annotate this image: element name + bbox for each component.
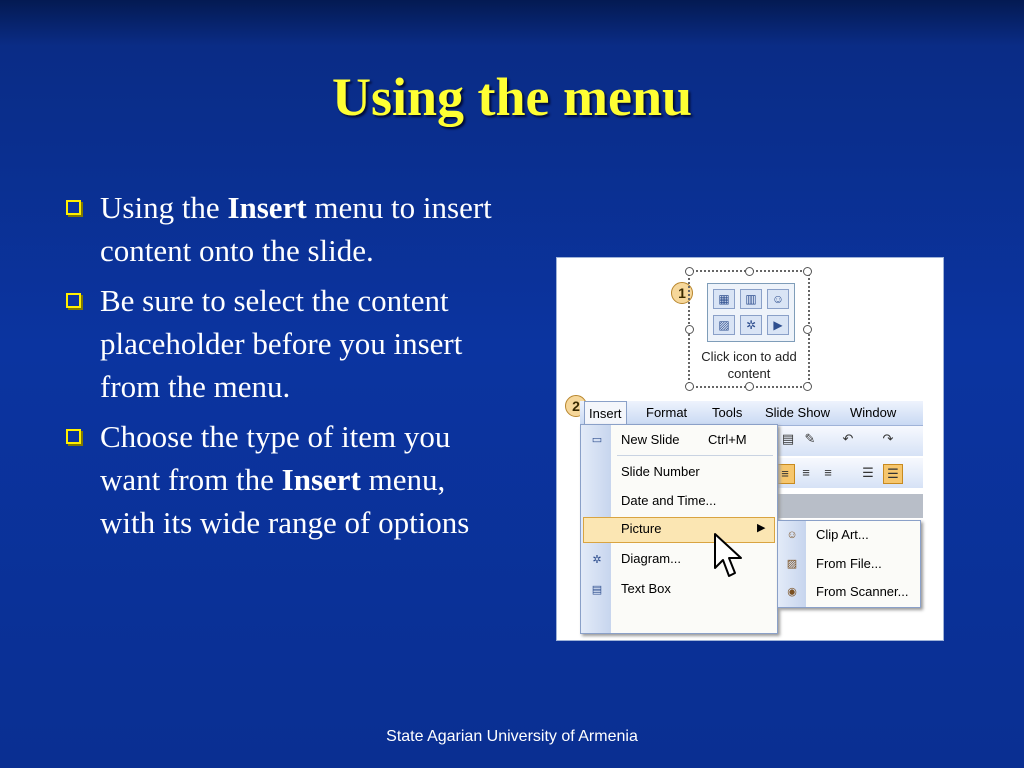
text-box-icon: ▤	[591, 584, 603, 596]
menu-insert[interactable]: Insert	[584, 401, 627, 426]
resize-handle[interactable]	[685, 267, 694, 276]
bullet-item	[62, 279, 502, 408]
menu-item-diagram[interactable]: Diagram...	[621, 551, 681, 566]
content-icon-palette	[707, 283, 795, 342]
resize-handle[interactable]	[685, 325, 694, 334]
media-icon[interactable]: ▶	[767, 315, 789, 335]
checkbox-bullet-icon	[66, 293, 81, 308]
resize-handle[interactable]	[745, 382, 754, 391]
diagram-icon: ✲	[592, 554, 602, 566]
redo-icon[interactable]: ↷	[882, 431, 894, 446]
scanner-icon: ◉	[787, 586, 797, 598]
from-file-icon: ▨	[786, 558, 798, 570]
resize-handle[interactable]	[685, 382, 694, 391]
clipart-icon[interactable]: ☺	[767, 289, 789, 309]
placeholder-text: Click icon to add content	[701, 349, 797, 381]
bullet-item	[62, 186, 502, 272]
toolbar	[775, 426, 923, 456]
menu-bar	[580, 401, 923, 426]
paste-icon[interactable]: ▤	[781, 431, 795, 446]
slide-title: Using the menu	[331, 67, 693, 127]
diagram-icon[interactable]: ✲	[740, 315, 762, 335]
picture-submenu	[777, 520, 921, 608]
bullet-text: menu, with its wide range of options	[100, 462, 470, 540]
align-center-icon[interactable]: ≡	[802, 465, 810, 480]
bullet-text: Choose the type of item you want from the	[100, 419, 451, 497]
shortcut-text: Ctrl+M	[708, 432, 747, 447]
new-slide-icon: ▭	[591, 434, 603, 446]
footer-text: State Agarian University of Armenia	[386, 728, 638, 745]
menu-item-new-slide[interactable]: New Slide	[621, 432, 680, 447]
menu-item-picture[interactable]: Picture	[621, 521, 662, 536]
bullet-list	[62, 186, 502, 551]
menu-window[interactable]: Window	[850, 405, 897, 420]
chart-icon[interactable]: ▥	[740, 289, 762, 309]
bullet-text: Using the	[100, 190, 228, 225]
resize-handle[interactable]	[803, 267, 812, 276]
clip-art-icon: ☺	[786, 529, 798, 541]
callout-2: 2	[565, 395, 587, 417]
submenu-item-from-file[interactable]: From File...	[816, 556, 882, 571]
insert-menu-dropdown	[580, 424, 778, 634]
menu-item-text-box[interactable]: Text Box	[621, 581, 671, 596]
align-left-icon[interactable]: ≡	[775, 464, 795, 484]
bullet-text: Be sure to select the content placeholder before you insert from the menu.	[100, 283, 463, 404]
bullet-text: menu to insert content onto the slide.	[100, 190, 492, 268]
undo-icon[interactable]: ↶	[842, 431, 854, 446]
slide-area-strip	[775, 494, 923, 518]
menu-slide-show[interactable]: Slide Show	[765, 405, 831, 420]
numbering-icon[interactable]: ☰	[862, 465, 874, 480]
bullet-bold-text: Insert	[227, 190, 307, 225]
resize-handle[interactable]	[745, 267, 754, 276]
format-painter-icon[interactable]: ✎	[804, 431, 816, 446]
menu-item-date-time[interactable]: Date and Time...	[621, 493, 717, 508]
align-right-icon[interactable]: ≡	[824, 465, 832, 480]
checkbox-bullet-icon	[66, 429, 81, 444]
table-icon[interactable]: ▦	[713, 289, 735, 309]
resize-handle[interactable]	[803, 325, 812, 334]
picture-icon[interactable]: ▨	[713, 315, 735, 335]
menu-item-slide-number[interactable]: Slide Number	[621, 464, 700, 479]
screenshot-panel	[556, 257, 944, 641]
menu-tools[interactable]: Tools	[712, 405, 743, 420]
bullets-icon[interactable]: ☰	[883, 464, 903, 484]
formatting-toolbar	[775, 458, 923, 488]
submenu-item-clip-art[interactable]: Clip Art...	[816, 527, 869, 542]
menu-format[interactable]: Format	[646, 405, 688, 420]
mouse-cursor-icon	[713, 532, 747, 580]
submenu-item-from-scanner[interactable]: From Scanner...	[816, 584, 909, 599]
submenu-arrow-icon: ▶	[757, 522, 766, 534]
bullet-item	[62, 415, 502, 544]
content-placeholder[interactable]	[688, 270, 810, 388]
checkbox-bullet-icon	[66, 200, 81, 215]
callout-1: 1	[671, 282, 693, 304]
bullet-bold-text: Insert	[281, 462, 361, 497]
resize-handle[interactable]	[803, 382, 812, 391]
menu-separator	[617, 455, 773, 456]
